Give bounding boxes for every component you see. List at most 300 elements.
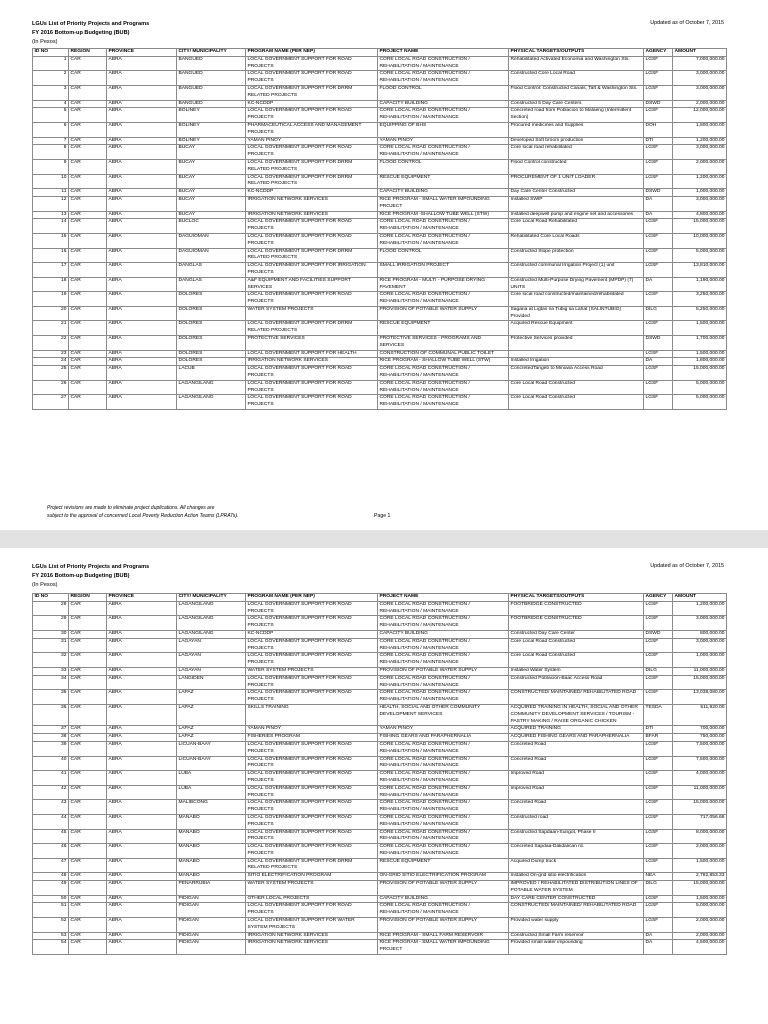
table-row <box>33 785 727 800</box>
cell-region: CAR <box>69 196 107 211</box>
cell-program-name: WATER SYSTEM PROJECTS <box>246 881 378 896</box>
cell-project-name: RESCUE EQUIPMENT <box>378 174 509 189</box>
cell-agency: DTI <box>644 137 673 145</box>
cell-program-name: LOCAL GOVERNMENT SUPPORT FOR ROAD PROJECTS <box>246 771 378 786</box>
cell-id-no: 48 <box>33 873 69 881</box>
cell-project-name: RESCUE EQUIPMENT <box>378 321 509 336</box>
cell-city-municipality: LAGANGILANG <box>177 630 246 638</box>
cell-province: ABRA <box>107 336 177 351</box>
column-header-program-name: PROGRAM NAME (PER NEP) <box>246 594 378 602</box>
cell-province: ABRA <box>107 71 177 86</box>
cell-program-name: WATER SYSTEM PROJECTS <box>246 306 378 321</box>
cell-program-name: LOCAL GOVERNMENT SUPPORT FOR ROAD PROJECTS <box>246 366 378 381</box>
cell-agency: LGSF <box>644 145 673 160</box>
cell-id-no: 8 <box>33 145 69 160</box>
cell-program-name: KC-NCDDP <box>246 100 378 108</box>
cell-amount: 15,000,000.00 <box>673 366 727 381</box>
cell-physical-targets: Constructed Sapdaan-Sungot, Phase II <box>509 829 644 844</box>
cell-program-name: LOCAL GOVERNMENT SUPPORT FOR ROAD PROJECTS <box>246 601 378 616</box>
cell-amount: 750,000.00 <box>673 734 727 742</box>
cell-project-name: CORE LOCAL ROAD CONSTRUCTION / REHABILITATION / MAINTENANCE <box>378 616 509 631</box>
cell-province: ABRA <box>107 601 177 616</box>
cell-province: ABRA <box>107 350 177 358</box>
cell-city-municipality: MANABO <box>177 829 246 844</box>
cell-id-no: 23 <box>33 350 69 358</box>
cell-program-name: LOCAL GOVERNMENT SUPPORT FOR ROAD PROJECTS <box>246 903 378 918</box>
cell-city-municipality: LAGANGILANG <box>177 616 246 631</box>
cell-province: ABRA <box>107 638 177 653</box>
cell-program-name: LOCAL GOVERNMENT SUPPORT FOR DRRM RELATED PROJECTS <box>246 174 378 189</box>
cell-physical-targets: Constructed communal Irrigation Project (1) unit <box>509 263 644 278</box>
cell-city-municipality: PEÑARRUBIA <box>177 881 246 896</box>
cell-id-no: 39 <box>33 741 69 756</box>
cell-id-no: 50 <box>33 895 69 903</box>
cell-agency: LGSF <box>644 601 673 616</box>
cell-region: CAR <box>69 814 107 829</box>
cell-province: ABRA <box>107 395 177 410</box>
cell-agency: LGSF <box>644 159 673 174</box>
cell-amount: 5,000,000.00 <box>673 248 727 263</box>
cell-physical-targets: Concreted Road <box>509 741 644 756</box>
cell-region: CAR <box>69 137 107 145</box>
cell-agency: DOH <box>644 122 673 137</box>
column-header-id-no: ID NO <box>33 49 69 57</box>
cell-program-name: LOCAL GOVERNMENT SUPPORT FOR ROAD PROJECTS <box>246 292 378 307</box>
cell-program-name: KC-NCDDP <box>246 630 378 638</box>
table-row <box>33 616 727 631</box>
cell-program-name: IRRIGATION NETWORK SERVICES <box>246 211 378 219</box>
cell-city-municipality: DOLORES <box>177 336 246 351</box>
cell-region: CAR <box>69 726 107 734</box>
cell-physical-targets: FOOTBRIDGE CONSTRUCTED <box>509 601 644 616</box>
cell-region: CAR <box>69 122 107 137</box>
cell-region: CAR <box>69 358 107 366</box>
cell-city-municipality: LAPAZ <box>177 726 246 734</box>
cell-region: CAR <box>69 741 107 756</box>
table-row <box>33 159 727 174</box>
cell-province: ABRA <box>107 881 177 896</box>
cell-agency: LGSF <box>644 366 673 381</box>
cell-physical-targets: Acquired Dump truck <box>509 858 644 873</box>
cell-agency: DA <box>644 211 673 219</box>
table-row <box>33 895 727 903</box>
cell-province: ABRA <box>107 895 177 903</box>
table-row <box>33 336 727 351</box>
table-row <box>33 380 727 395</box>
column-header-agency: AGENCY <box>644 594 673 602</box>
cell-city-municipality: LAPAZ <box>177 734 246 742</box>
table-row <box>33 771 727 786</box>
cell-amount: 2,782,853.33 <box>673 873 727 881</box>
cell-agency: LGSF <box>644 219 673 234</box>
cell-project-name: CORE LOCAL ROAD CONSTRUCTION / REHABILITATION / MAINTENANCE <box>378 145 509 160</box>
cell-program-name: LOCAL GOVERNMENT SUPPORT FOR ROAD PROJECTS <box>246 219 378 234</box>
cell-project-name: CORE LOCAL ROAD CONSTRUCTION / REHABILITATION / MAINTENANCE <box>378 601 509 616</box>
table-row <box>33 675 727 690</box>
cell-region: CAR <box>69 380 107 395</box>
cell-id-no: 24 <box>33 358 69 366</box>
cell-province: ABRA <box>107 174 177 189</box>
cell-city-municipality: LAGAYAN <box>177 653 246 668</box>
cell-amount: 1,700,000.00 <box>673 336 727 351</box>
cell-project-name: FISHING GEARS AND PARAPHERNALIA <box>378 734 509 742</box>
cell-agency: LGSF <box>644 263 673 278</box>
currency-note: (In Pesos) <box>32 582 58 588</box>
table-row <box>33 56 727 71</box>
cell-agency: DSWD <box>644 630 673 638</box>
cell-agency: DSWD <box>644 189 673 197</box>
cell-amount: 15,000,000.00 <box>673 219 727 234</box>
cell-agency: DA <box>644 277 673 292</box>
cell-region: CAR <box>69 306 107 321</box>
cell-province: ABRA <box>107 785 177 800</box>
cell-amount: 3,000,000.00 <box>673 616 727 631</box>
updated-date: Updated as of October 7, 2015 <box>650 20 724 26</box>
table-row <box>33 174 727 189</box>
cell-project-name: CAPACITY BUILDING <box>378 100 509 108</box>
table-row <box>33 601 727 616</box>
cell-agency: LGSF <box>644 785 673 800</box>
cell-program-name: LOCAL GOVERNMENT SUPPORT FOR ROAD PROJECTS <box>246 395 378 410</box>
cell-program-name: LOCAL GOVERNMENT SUPPORT FOR ROAD PROJECTS <box>246 616 378 631</box>
cell-project-name: CORE LOCAL ROAD CONSTRUCTION / REHABILITATION / MAINTENANCE <box>378 675 509 690</box>
table-row <box>33 137 727 145</box>
cell-city-municipality: LANGIDEN <box>177 675 246 690</box>
table-row <box>33 726 727 734</box>
cell-amount: 1,200,000.00 <box>673 137 727 145</box>
cell-amount: 7,500,000.00 <box>673 756 727 771</box>
cell-province: ABRA <box>107 380 177 395</box>
cell-agency: LGSF <box>644 85 673 100</box>
cell-region: CAR <box>69 940 107 955</box>
page-separator <box>0 530 768 548</box>
cell-city-municipality: PIDIGAN <box>177 932 246 940</box>
report-header <box>32 563 149 590</box>
cell-program-name: LOCAL GOVERNMENT SUPPORT FOR ROAD PROJECTS <box>246 741 378 756</box>
cell-province: ABRA <box>107 704 177 725</box>
column-header-city-municipality: CITY/ MUNICIPALITY <box>177 594 246 602</box>
cell-amount: 1,000,000.00 <box>673 653 727 668</box>
cell-id-no: 32 <box>33 653 69 668</box>
cell-amount: 5,000,000.00 <box>673 903 727 918</box>
cell-physical-targets: Improved Road <box>509 771 644 786</box>
cell-province: ABRA <box>107 616 177 631</box>
cell-physical-targets: Constructed Multi-Purpose Drying Pavement (MPDP) (7) UNITS <box>509 277 644 292</box>
cell-region: CAR <box>69 858 107 873</box>
cell-program-name: LOCAL GOVERNMENT SUPPORT FOR ROAD PROJECTS <box>246 71 378 86</box>
cell-amount: 1,500,000.00 <box>673 321 727 336</box>
cell-province: ABRA <box>107 306 177 321</box>
cell-agency: DA <box>644 196 673 211</box>
cell-agency: LGSF <box>644 395 673 410</box>
cell-program-name: LOCAL GOVERNMENT SUPPORT FOR DRRM RELATED PROJECTS <box>246 858 378 873</box>
cell-project-name: CORE LOCAL ROAD CONSTRUCTION / REHABILITATION / MAINTENANCE <box>378 653 509 668</box>
cell-region: CAR <box>69 248 107 263</box>
table-row <box>33 100 727 108</box>
cell-amount: 1,500,000.00 <box>673 895 727 903</box>
cell-agency: LGSF <box>644 771 673 786</box>
cell-amount: 15,000,000.00 <box>673 881 727 896</box>
table-row <box>33 903 727 918</box>
cell-region: CAR <box>69 756 107 771</box>
cell-amount: 4,000,000.00 <box>673 771 727 786</box>
cell-amount: 12,000,000.00 <box>673 108 727 123</box>
cell-project-name: RICE PROGRAM - SMALL WATER IMPOUNDING PROJECT <box>378 940 509 955</box>
table-row <box>33 814 727 829</box>
cell-program-name: OTHER LOCAL PROJECTS <box>246 895 378 903</box>
cell-region: CAR <box>69 932 107 940</box>
cell-province: ABRA <box>107 122 177 137</box>
cell-agency: LGSF <box>644 616 673 631</box>
cell-project-name: CORE LOCAL ROAD CONSTRUCTION / REHABILITATION / MAINTENANCE <box>378 292 509 307</box>
cell-id-no: 43 <box>33 800 69 815</box>
cell-amount: 1,800,000.00 <box>673 358 727 366</box>
cell-project-name: CORE LOCAL ROAD CONSTRUCTION / REHABILITATION / MAINTENANCE <box>378 380 509 395</box>
cell-agency: LGSF <box>644 292 673 307</box>
cell-project-name: CORE LOCAL ROAD CONSTRUCTION / REHABILITATION / MAINTENANCE <box>378 690 509 705</box>
cell-program-name: LOCAL GOVERNMENT SUPPORT FOR HEALTH <box>246 350 378 358</box>
table-row <box>33 71 727 86</box>
cell-program-name: IRRIGATION NETWORK SERVICES <box>246 932 378 940</box>
cell-province: ABRA <box>107 667 177 675</box>
cell-id-no: 13 <box>33 211 69 219</box>
cell-physical-targets: Installed On-grid sitio electrification <box>509 873 644 881</box>
cell-city-municipality: DANGLAS <box>177 277 246 292</box>
cell-city-municipality: LAGAYAN <box>177 667 246 675</box>
cell-project-name: CAPACITY BUILDING <box>378 189 509 197</box>
cell-city-municipality: BUCAY <box>177 211 246 219</box>
table-row <box>33 292 727 307</box>
cell-physical-targets: Flood Control constructed <box>509 159 644 174</box>
cell-program-name: YAMAN PINOY <box>246 137 378 145</box>
cell-region: CAR <box>69 785 107 800</box>
cell-city-municipality: DOLORES <box>177 321 246 336</box>
cell-id-no: 38 <box>33 734 69 742</box>
cell-city-municipality: LAGANGILANG <box>177 395 246 410</box>
cell-province: ABRA <box>107 726 177 734</box>
cell-physical-targets: Concreted Road <box>509 756 644 771</box>
cell-agency: LGSF <box>644 380 673 395</box>
cell-region: CAR <box>69 601 107 616</box>
cell-province: ABRA <box>107 56 177 71</box>
cell-id-no: 19 <box>33 292 69 307</box>
cell-physical-targets: Constructed 5 Day Care Centers <box>509 100 644 108</box>
cell-city-municipality: LUBA <box>177 771 246 786</box>
cell-agency: LGSF <box>644 675 673 690</box>
cell-agency: LGSF <box>644 174 673 189</box>
cell-physical-targets: Procured medicines and Supplies <box>509 122 644 137</box>
cell-program-name: SITIO ELECTRIFICATION PROGRAM <box>246 873 378 881</box>
cell-region: CAR <box>69 100 107 108</box>
cell-province: ABRA <box>107 263 177 278</box>
report-title: LGUs List of Priority Projects and Programs <box>32 21 150 27</box>
cell-province: ABRA <box>107 675 177 690</box>
cell-program-name: IRRIGATION NETWORK SERVICES <box>246 358 378 366</box>
column-header-physical-targets: PHYSICAL TARGETS/OUTPUTS <box>509 49 644 57</box>
cell-physical-targets: PROCUREMENT OF 1 UNIT LOADER <box>509 174 644 189</box>
table-row <box>33 358 727 366</box>
cell-physical-targets: Concreted Road <box>509 800 644 815</box>
cell-physical-targets: Rehabilitated Activated Economia and Washington Sts. <box>509 56 644 71</box>
cell-agency: LGSF <box>644 108 673 123</box>
cell-agency: DILG <box>644 881 673 896</box>
cell-project-name: CORE LOCAL ROAD CONSTRUCTION / REHABILITATION / MAINTENANCE <box>378 219 509 234</box>
cell-program-name: LOCAL GOVERNMENT SUPPORT FOR ROAD PROJECTS <box>246 233 378 248</box>
column-header-physical-targets: PHYSICAL TARGETS/OUTPUTS <box>509 594 644 602</box>
column-header-amount: AMOUNT <box>673 49 727 57</box>
cell-program-name: LOCAL GOVERNMENT SUPPORT FOR ROAD PROJECTS <box>246 756 378 771</box>
cell-province: ABRA <box>107 137 177 145</box>
cell-region: CAR <box>69 336 107 351</box>
cell-amount: 1,200,000.00 <box>673 601 727 616</box>
cell-id-no: 2 <box>33 71 69 86</box>
column-header-province: PROVINCE <box>107 49 177 57</box>
cell-city-municipality: BOLINEY <box>177 137 246 145</box>
cell-program-name: LOCAL GOVERNMENT SUPPORT FOR DRRM RELATED PROJECTS <box>246 85 378 100</box>
cell-program-name: PHARMACEUTICAL ACCESS AND MANAGEMENT PROJECTS <box>246 122 378 137</box>
cell-physical-targets: ConcretedTangeb to Minuwa Access Road <box>509 366 644 381</box>
cell-id-no: 30 <box>33 630 69 638</box>
cell-region: CAR <box>69 71 107 86</box>
cell-region: CAR <box>69 675 107 690</box>
table-row <box>33 741 727 756</box>
table-row <box>33 932 727 940</box>
updated-date: Updated as of October 7, 2015 <box>650 563 724 569</box>
cell-region: CAR <box>69 366 107 381</box>
cell-city-municipality: BUCAY <box>177 189 246 197</box>
cell-agency: DSWD <box>644 100 673 108</box>
cell-city-municipality: BUCAY <box>177 196 246 211</box>
cell-city-municipality: MALIBCONG <box>177 800 246 815</box>
cell-city-municipality: PIDIGAN <box>177 903 246 918</box>
footnote-line: subject to the approval of concerned Local Poverty Reduction Action Teams (LPRATs). <box>47 512 239 519</box>
cell-physical-targets: FOOTBRIDGE CONSTRUCTED <box>509 616 644 631</box>
table-row <box>33 122 727 137</box>
cell-agency: LGSF <box>644 321 673 336</box>
column-header-agency: AGENCY <box>644 49 673 57</box>
table-row <box>33 108 727 123</box>
cell-id-no: 6 <box>33 122 69 137</box>
cell-id-no: 27 <box>33 395 69 410</box>
cell-project-name: CORE LOCAL ROAD CONSTRUCTION / REHABILITATION / MAINTENANCE <box>378 366 509 381</box>
cell-amount: 15,000,000.00 <box>673 675 727 690</box>
table-row <box>33 233 727 248</box>
cell-amount: 1,500,000.00 <box>673 858 727 873</box>
cell-amount: 1,500,000.00 <box>673 350 727 358</box>
cell-region: CAR <box>69 653 107 668</box>
report-header <box>32 20 149 47</box>
cell-physical-targets: Constructed road <box>509 814 644 829</box>
cell-amount: 3,000,000.00 <box>673 196 727 211</box>
cell-physical-targets: CONSTRUCTED/ MAINTAINED/ REHABILITATED ROAD <box>509 903 644 918</box>
cell-agency: BFAR <box>644 734 673 742</box>
cell-amount: 11,000,000.00 <box>673 785 727 800</box>
cell-project-name: CORE LOCAL ROAD CONSTRUCTION / REHABILITATION / MAINTENANCE <box>378 233 509 248</box>
cell-city-municipality: BANGUED <box>177 100 246 108</box>
cell-region: CAR <box>69 159 107 174</box>
cell-agency: LGSF <box>644 844 673 859</box>
cell-agency: LGSF <box>644 918 673 933</box>
cell-id-no: 29 <box>33 616 69 631</box>
cell-amount: 1,200,000.00 <box>673 174 727 189</box>
cell-physical-targets: Concreted road from Poblacion to Malaeng (Intermittent Section) <box>509 108 644 123</box>
table-row <box>33 189 727 197</box>
cell-region: CAR <box>69 233 107 248</box>
table-row <box>33 690 727 705</box>
cell-province: ABRA <box>107 219 177 234</box>
cell-project-name: YAMAN PINOY <box>378 726 509 734</box>
cell-project-name: CAPACITY BUILDING <box>378 895 509 903</box>
table-row <box>33 829 727 844</box>
cell-region: CAR <box>69 292 107 307</box>
cell-region: CAR <box>69 85 107 100</box>
cell-program-name: LOCAL GOVERNMENT SUPPORT FOR ROAD PROJECTS <box>246 829 378 844</box>
cell-region: CAR <box>69 263 107 278</box>
cell-agency: DTI <box>644 726 673 734</box>
cell-city-municipality: LICUAN-BAAY <box>177 756 246 771</box>
cell-project-name: FLOOD CONTROL <box>378 248 509 263</box>
cell-province: ABRA <box>107 741 177 756</box>
cell-program-name: IRRIGATION NETWORK SERVICES <box>246 196 378 211</box>
column-header-city-municipality: CITY/ MUNICIPALITY <box>177 49 246 57</box>
cell-id-no: 20 <box>33 306 69 321</box>
cell-city-municipality: PIDIGAN <box>177 895 246 903</box>
cell-program-name: LOCAL GOVERNMENT SUPPORT FOR ROAD PROJECTS <box>246 675 378 690</box>
cell-project-name: CORE LOCAL ROAD CONSTRUCTION / REHABILITATION / MAINTENANCE <box>378 829 509 844</box>
cell-program-name: LOCAL GOVERNMENT SUPPORT FOR ROAD PROJECTS <box>246 653 378 668</box>
cell-physical-targets: Installed deepwell pump and engine set and accessories <box>509 211 644 219</box>
cell-id-no: 21 <box>33 321 69 336</box>
page-number: Page 1 <box>374 513 391 519</box>
cell-agency: LGSF <box>644 814 673 829</box>
cell-physical-targets: Developed Soft broom production <box>509 137 644 145</box>
cell-id-no: 1 <box>33 56 69 71</box>
cell-amount: 7,500,000.00 <box>673 741 727 756</box>
cell-province: ABRA <box>107 932 177 940</box>
cell-id-no: 53 <box>33 932 69 940</box>
cell-program-name: LOCAL GOVERNMENT SUPPORT FOR ROAD PROJECTS <box>246 785 378 800</box>
table-row <box>33 638 727 653</box>
cell-physical-targets: Day Care Center Constructed <box>509 189 644 197</box>
cell-amount: 4,500,000.00 <box>673 940 727 955</box>
cell-agency: LGSF <box>644 741 673 756</box>
column-header-id-no: ID NO <box>33 594 69 602</box>
table-row <box>33 873 727 881</box>
cell-program-name: LOCAL GOVERNMENT SUPPORT FOR IRRIGATION PROJECTS <box>246 263 378 278</box>
cell-id-no: 36 <box>33 704 69 725</box>
cell-program-name: LOCAL GOVERNMENT SUPPORT FOR ROAD PROJECTS <box>246 814 378 829</box>
cell-amount: 3,000,000.00 <box>673 85 727 100</box>
table-row <box>33 395 727 410</box>
cell-province: ABRA <box>107 189 177 197</box>
cell-project-name: CAPACITY BUILDING <box>378 630 509 638</box>
cell-agency: LGSF <box>644 690 673 705</box>
cell-agency: LGSF <box>644 653 673 668</box>
footnote <box>47 505 347 520</box>
cell-project-name: CORE LOCAL ROAD CONSTRUCTION / REHABILITATION / MAINTENANCE <box>378 903 509 918</box>
cell-program-name: FISHERIES PROGRAM <box>246 734 378 742</box>
cell-city-municipality: DOLORES <box>177 306 246 321</box>
cell-physical-targets: Constructed Poblacion-Baac Access Road <box>509 675 644 690</box>
cell-agency: DILG <box>644 667 673 675</box>
cell-id-no: 3 <box>33 85 69 100</box>
cell-id-no: 22 <box>33 336 69 351</box>
cell-city-municipality: DAGUIOMAN <box>177 233 246 248</box>
cell-province: ABRA <box>107 321 177 336</box>
cell-program-name: LOCAL GOVERNMENT SUPPORT FOR ROAD PROJECTS <box>246 800 378 815</box>
cell-agency: DA <box>644 358 673 366</box>
cell-physical-targets: Installed SWIP <box>509 196 644 211</box>
